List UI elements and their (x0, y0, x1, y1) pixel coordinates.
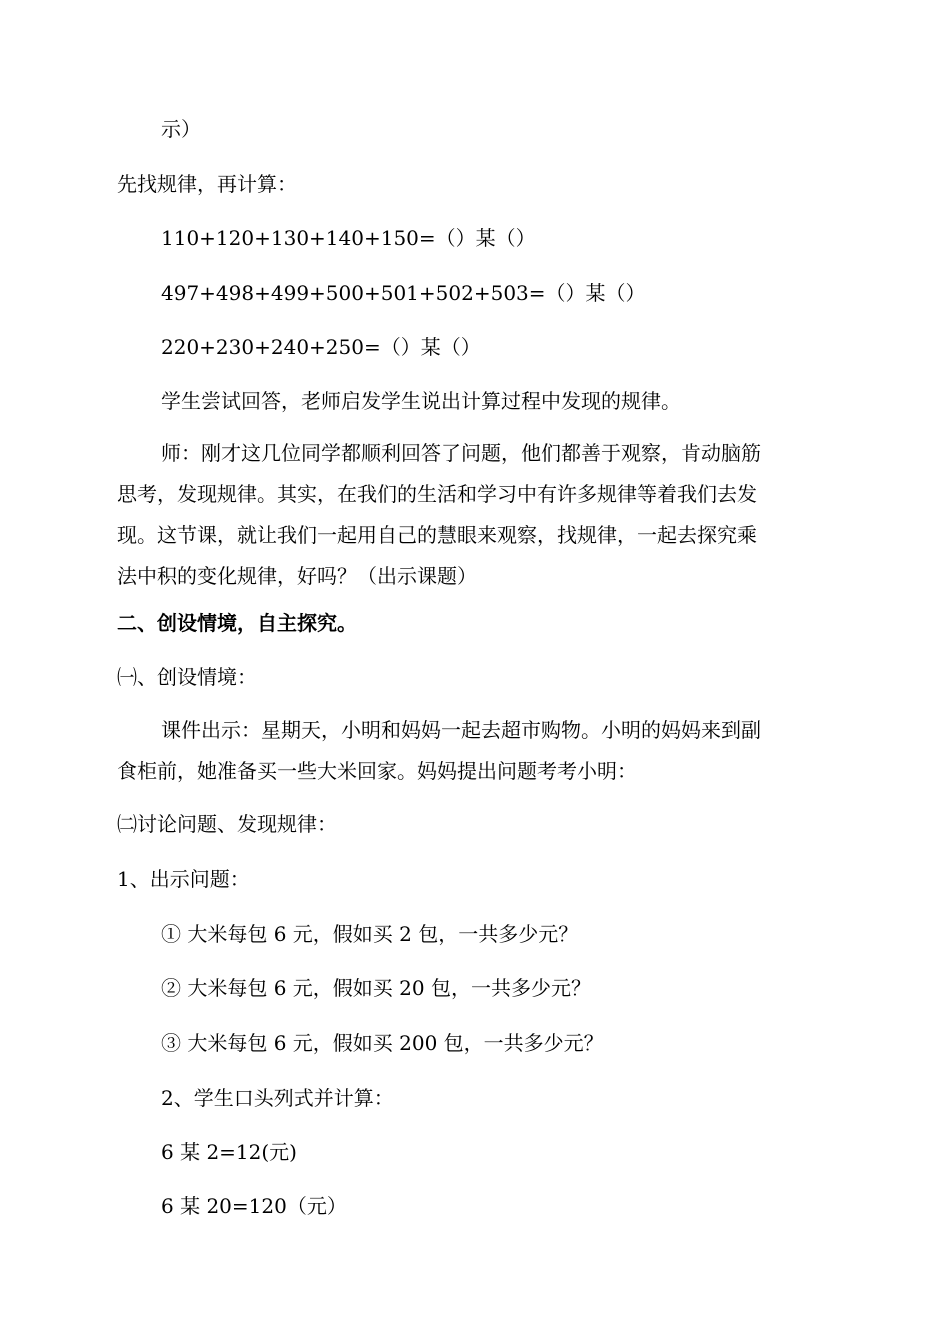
teacher-paragraph-line-3: 现。这节课，就让我们一起用自己的慧眼来观察，找规律，一起去探究乘 (117, 523, 757, 547)
question-3: ③ 大米每包 6 元，假如买 200 包，一共多少元？ (161, 1031, 604, 1055)
section-heading-2: 二、创设情境，自主探究。 (117, 611, 357, 635)
equation-3: 220+230+240+250=（）某（） (161, 335, 481, 359)
equation-1: 110+120+130+140+150=（）某（） (161, 226, 536, 250)
teacher-paragraph-line-1: 师：刚才这几位同学都顺利回答了问题，他们都善于观察，肯动脑筋 (161, 441, 761, 465)
scenario-paragraph-line-2: 食柜前，她准备买一些大米回家。妈妈提出问题考考小明： (117, 759, 637, 783)
question-1: ① 大米每包 6 元，假如买 2 包，一共多少元？ (161, 922, 579, 946)
text-line-instruction: 先找规律，再计算： (117, 172, 297, 196)
question-2: ② 大米每包 6 元，假如买 20 包，一共多少元？ (161, 976, 591, 1000)
step-1-heading: 1、出示问题： (117, 867, 250, 891)
subsection-heading-1: ㈠、创设情境： (117, 665, 257, 689)
text-line-continuation: 示） (161, 117, 201, 141)
subsection-heading-2: ㈡讨论问题、发现规律： (117, 812, 337, 836)
teacher-paragraph (117, 433, 833, 597)
teacher-paragraph-line-2: 思考，发现规律。其实，在我们的生活和学习中有许多规律等着我们去发 (117, 482, 757, 506)
scenario-paragraph (117, 710, 833, 792)
equation-2: 497+498+499+500+501+502+503=（）某（） (161, 281, 646, 305)
text-line-student-answer: 学生尝试回答，老师启发学生说出计算过程中发现的规律。 (161, 389, 681, 413)
teacher-paragraph-line-4: 法中积的变化规律，好吗？（出示课题） (117, 564, 477, 588)
calculation-1: 6 某 2=12(元) (161, 1140, 297, 1164)
calculation-2: 6 某 20=120（元） (161, 1194, 347, 1218)
scenario-paragraph-line-1: 课件出示：星期天，小明和妈妈一起去超市购物。小明的妈妈来到副 (161, 718, 761, 742)
step-2-heading: 2、学生口头列式并计算： (161, 1086, 394, 1110)
